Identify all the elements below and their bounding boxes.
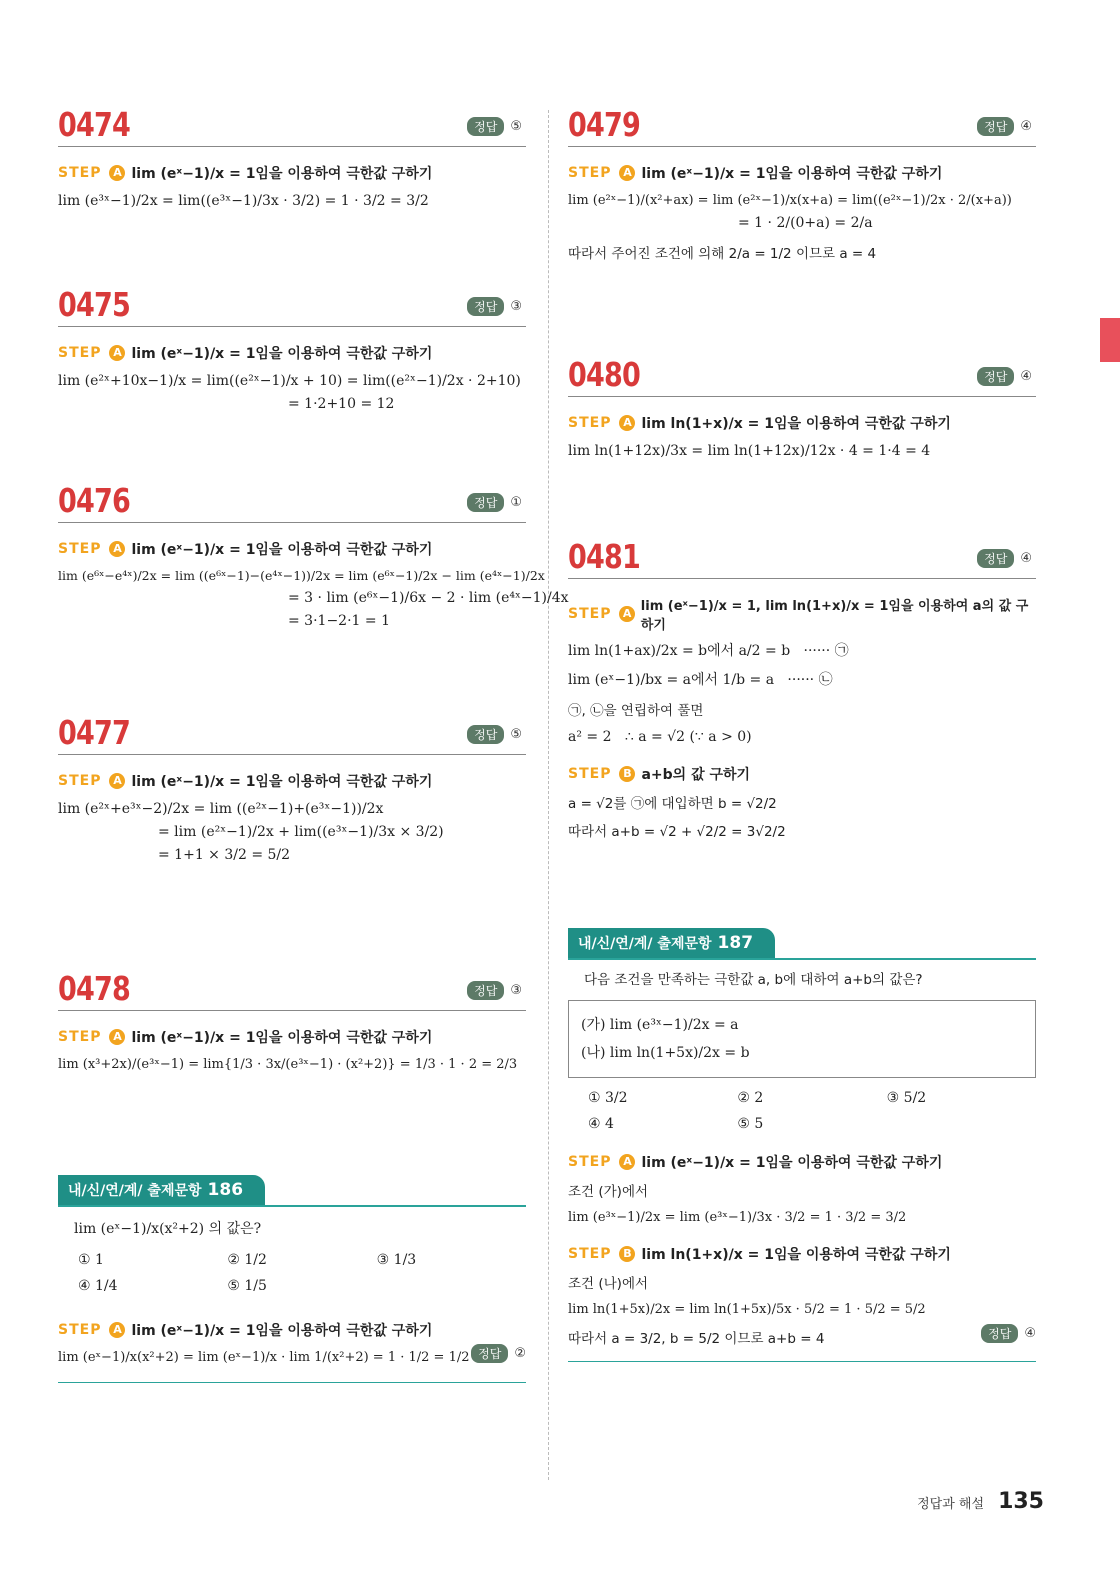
- answer: [471, 1344, 526, 1363]
- equation: lim (e²ˣ+10x−1)/x = lim((e²ˣ−1)/x + 10) = lim((e²ˣ−1)/2x · 2+10): [58, 373, 521, 389]
- step-letter: B: [619, 1246, 635, 1262]
- choice: ① 3/2: [588, 1090, 628, 1106]
- problem-header: [58, 708, 526, 755]
- condition-box: [568, 1000, 1036, 1078]
- footer-label: 정답과 해설: [917, 1497, 985, 1512]
- step-letter: A: [619, 1154, 635, 1170]
- choice: ⑤ 5: [737, 1116, 764, 1132]
- equation: = lim (e²ˣ−1)/2x + lim((e³ˣ−1)/3x × 3/2): [158, 824, 444, 840]
- step-b: [568, 1244, 1036, 1264]
- choice: ② 2: [737, 1090, 764, 1106]
- equation: = 1·2+10 = 12: [288, 396, 395, 412]
- answer-badge: 정답: [981, 1324, 1018, 1343]
- linked-question-band: [568, 928, 1036, 960]
- equation: lim (e³ˣ−1)/2x = lim((e³ˣ−1)/3x · 3/2) = 1 · 3/2 = 3/2: [58, 193, 429, 209]
- solve-text: ㉠, ㉡을 연립하여 풀면: [568, 703, 704, 719]
- step-label: STEP: [568, 415, 612, 431]
- problem-0476: [58, 476, 569, 632]
- condition-ref-text: 조건 (가)에서: [568, 1184, 649, 1200]
- step-label: STEP: [58, 345, 102, 361]
- step-description: a+b의 값 구하기: [641, 767, 751, 783]
- choices: [58, 1252, 526, 1294]
- question-text: lim (eˣ−1)/x(x²+2) 의 값은?: [74, 1221, 262, 1237]
- step-a: [58, 1027, 526, 1047]
- step-label: STEP: [58, 165, 102, 181]
- step-letter: A: [109, 1322, 125, 1338]
- problem-number: 0477: [58, 713, 131, 752]
- page-footer: [917, 1489, 1044, 1514]
- problem-number: 0479: [568, 105, 641, 144]
- conclusion-text: 따라서 a = 3/2, b = 5/2 이므로 a+b = 4: [568, 1331, 825, 1347]
- answer: [467, 981, 522, 1000]
- problem-header: [58, 280, 526, 327]
- step-label: STEP: [58, 773, 102, 789]
- conclusion-text: 따라서 a+b = √2 + √2/2 = 3√2/2: [568, 824, 786, 840]
- step-description: lim (eˣ−1)/x = 1임을 이용하여 극한값 구하기: [131, 1030, 433, 1046]
- problem-0479: [568, 100, 1036, 262]
- equation: lim ln(1+12x)/3x = lim ln(1+12x)/12x · 4 = 1·4 = 4: [568, 443, 931, 459]
- step-description: lim ln(1+x)/x = 1임을 이용하여 극한값 구하기: [641, 1246, 951, 1263]
- problem-header: [568, 532, 1036, 579]
- answer-badge: 정답: [467, 117, 504, 136]
- problem-header: [568, 100, 1036, 147]
- choice: ② 1/2: [227, 1252, 267, 1268]
- linked-question-187: [568, 928, 1036, 1362]
- band-label: [568, 928, 775, 958]
- step-label: STEP: [568, 1154, 612, 1170]
- step-description: lim (eˣ−1)/x = 1임을 이용하여 극한값 구하기: [641, 166, 943, 182]
- step-letter: A: [109, 1029, 125, 1045]
- problem-0480: [568, 350, 1036, 462]
- equation: lim (eˣ−1)/x(x²+2) = lim (eˣ−1)/x · lim 1/(x²+2) = 1 · 1/2 = 1/2: [58, 1350, 470, 1365]
- problem-number: 0476: [58, 481, 131, 520]
- choices: [568, 1090, 1036, 1132]
- answer: [977, 367, 1032, 386]
- step-description: lim (eˣ−1)/x = 1임을 이용하여 극한값 구하기: [131, 166, 433, 182]
- step-letter: A: [109, 773, 125, 789]
- problem-number: 0478: [58, 969, 131, 1008]
- equation: = 1+1 × 3/2 = 5/2: [158, 847, 291, 863]
- step-a: [568, 163, 1036, 183]
- condition-na: (나) lim ln(1+5x)/2x = b: [581, 1045, 750, 1061]
- answer: [977, 549, 1032, 568]
- answer-badge: 정답: [467, 725, 504, 744]
- step-b: [568, 764, 1036, 784]
- choice: ④ 1/4: [78, 1278, 118, 1294]
- equation: lim (e⁶ˣ−e⁴ˣ)/2x = lim ((e⁶ˣ−1)−(e⁴ˣ−1))/2x = lim (e⁶ˣ−1)/2x − lim (e⁴ˣ−1)/2x: [58, 568, 545, 583]
- step-description: lim (eˣ−1)/x = 1임을 이용하여 극한값 구하기: [641, 1155, 943, 1171]
- problem-0475: [58, 280, 526, 415]
- choice: ⑤ 1/5: [227, 1278, 267, 1294]
- equation: lim (e³ˣ−1)/2x = lim (e³ˣ−1)/3x · 3/2 = 1 · 3/2 = 3/2: [568, 1210, 907, 1225]
- condition-ga: (가) lim (e³ˣ−1)/2x = a: [581, 1017, 739, 1033]
- equation: lim (e²ˣ−1)/(x²+ax) = lim (e²ˣ−1)/x(x+a) = lim((e²ˣ−1)/2x · 2/(x+a)): [568, 193, 1012, 208]
- conclusion-text: 따라서 주어진 조건에 의해 2/a = 1/2 이므로 a = 4: [568, 245, 877, 262]
- choice: ③ 1/3: [376, 1252, 417, 1268]
- step-label: STEP: [568, 606, 612, 622]
- equation: lim (e²ˣ+e³ˣ−2)/2x = lim ((e²ˣ−1)+(e³ˣ−1))/2x: [58, 801, 384, 817]
- answer-value: ⑤: [510, 119, 522, 134]
- condition-ref-text: 조건 (나)에서: [568, 1275, 649, 1292]
- problem-0477: [58, 708, 526, 866]
- answer-badge: 정답: [977, 117, 1014, 136]
- linked-question-band: [58, 1175, 526, 1207]
- step-description: lim (eˣ−1)/x = 1임을 이용하여 극한값 구하기: [131, 1323, 433, 1339]
- problem-number: 0475: [58, 285, 131, 324]
- step-label: STEP: [568, 766, 612, 782]
- answer-value: ③: [510, 983, 522, 998]
- section-rule: [568, 1361, 1036, 1362]
- answer-badge: 정답: [467, 297, 504, 316]
- problem-0481: [568, 532, 1036, 840]
- linked-question-186: [58, 1175, 526, 1383]
- problem-header: [58, 476, 526, 523]
- step-description: lim (eˣ−1)/x = 1임을 이용하여 극한값 구하기: [131, 346, 433, 362]
- step-description: lim (eˣ−1)/x = 1임을 이용하여 극한값 구하기: [131, 542, 433, 558]
- problem-number: 0480: [568, 355, 641, 394]
- problem-header: [568, 350, 1036, 397]
- step-letter: A: [109, 345, 125, 361]
- equation: lim (eˣ−1)/bx = a에서 1/b = a ······ ㉡: [568, 672, 833, 688]
- equation: = 1 · 2/(0+a) = 2/a: [738, 214, 873, 231]
- step-description: lim (eˣ−1)/x = 1, lim ln(1+x)/x = 1임을 이용하여 a의 값 구하기: [640, 599, 1029, 633]
- band-text: 내/신/연/계/ 출제문항: [68, 1183, 202, 1199]
- choice: ④ 4: [588, 1116, 614, 1132]
- substitution-text: a = √2를 ㉠에 대입하면 b = √2/2: [568, 796, 777, 812]
- step-letter: A: [619, 165, 635, 181]
- answer-value: ④: [1020, 119, 1032, 134]
- band-number: 186: [207, 1180, 244, 1200]
- problem-number: 0474: [58, 105, 131, 144]
- problem-header: [58, 964, 526, 1011]
- equation: lim ln(1+ax)/2x = b에서 a/2 = b ······ ㉠: [568, 643, 849, 659]
- step-letter: A: [109, 165, 125, 181]
- step-a: [568, 595, 1036, 633]
- answer: [467, 297, 522, 316]
- step-label: STEP: [58, 1322, 102, 1338]
- problem-0478: [58, 964, 526, 1075]
- equation: = 3·1−2·1 = 1: [288, 612, 390, 629]
- answer-value: ③: [510, 299, 522, 314]
- answer-badge: 정답: [467, 493, 504, 512]
- step-a: [58, 539, 526, 559]
- step-label: STEP: [568, 165, 612, 181]
- step-a: [568, 1152, 1036, 1172]
- answer-badge: 정답: [471, 1344, 508, 1363]
- answer-value: ⑤: [510, 727, 522, 742]
- band-label: [58, 1175, 265, 1205]
- step-letter: B: [619, 766, 635, 782]
- answer-value: ①: [510, 495, 522, 510]
- answer-badge: 정답: [467, 981, 504, 1000]
- problem-header: [58, 100, 526, 147]
- choice: ① 1: [78, 1252, 104, 1268]
- answer-badge: 정답: [977, 367, 1014, 386]
- answer: [467, 117, 522, 136]
- step-description: lim ln(1+x)/x = 1임을 이용하여 극한값 구하기: [641, 416, 951, 432]
- step-letter: A: [619, 415, 635, 431]
- section-rule: [58, 1382, 526, 1383]
- step-label: STEP: [568, 1245, 612, 1262]
- step-label: STEP: [58, 541, 102, 557]
- step-a: [58, 343, 526, 363]
- answer-value: ④: [1024, 1325, 1036, 1341]
- chapter-tab: [1100, 318, 1120, 362]
- equation: = 3 · lim (e⁶ˣ−1)/6x − 2 · lim (e⁴ˣ−1)/4x: [288, 589, 569, 606]
- step-a: [58, 1320, 526, 1340]
- step-letter: A: [619, 606, 634, 622]
- equation: lim (x³+2x)/(e³ˣ−1) = lim{1/3 · 3x/(e³ˣ−1) · (x²+2)} = 1/3 · 1 · 2 = 2/3: [58, 1057, 518, 1072]
- answer-value: ④: [1020, 369, 1032, 384]
- answer: [977, 117, 1032, 136]
- equation: lim ln(1+5x)/2x = lim ln(1+5x)/5x · 5/2 = 1 · 5/2 = 5/2: [568, 1301, 926, 1317]
- answer-badge: 정답: [977, 549, 1014, 568]
- choice: ③ 5/2: [886, 1090, 927, 1106]
- step-letter: A: [109, 541, 125, 557]
- problem-0474: [58, 100, 526, 212]
- answer: [467, 725, 522, 744]
- step-a: [58, 163, 526, 183]
- column-divider: [548, 110, 549, 1480]
- band-text: 내/신/연/계/ 출제문항: [578, 936, 712, 952]
- step-description: lim (eˣ−1)/x = 1임을 이용하여 극한값 구하기: [131, 774, 433, 790]
- answer-value: ④: [1020, 551, 1032, 566]
- answer: [467, 493, 522, 512]
- question-text: 다음 조건을 만족하는 극한값 a, b에 대하여 a+b의 값은?: [584, 972, 923, 988]
- problem-number: 0481: [568, 537, 641, 576]
- answer-value: ②: [514, 1346, 526, 1362]
- equation: a² = 2 ∴ a = √2 (∵ a > 0): [568, 729, 752, 745]
- step-a: [58, 771, 526, 791]
- answer: [981, 1324, 1036, 1343]
- page-number: 135: [998, 1489, 1044, 1514]
- step-label: STEP: [58, 1029, 102, 1045]
- band-number: 187: [717, 933, 754, 953]
- step-a: [568, 413, 1036, 433]
